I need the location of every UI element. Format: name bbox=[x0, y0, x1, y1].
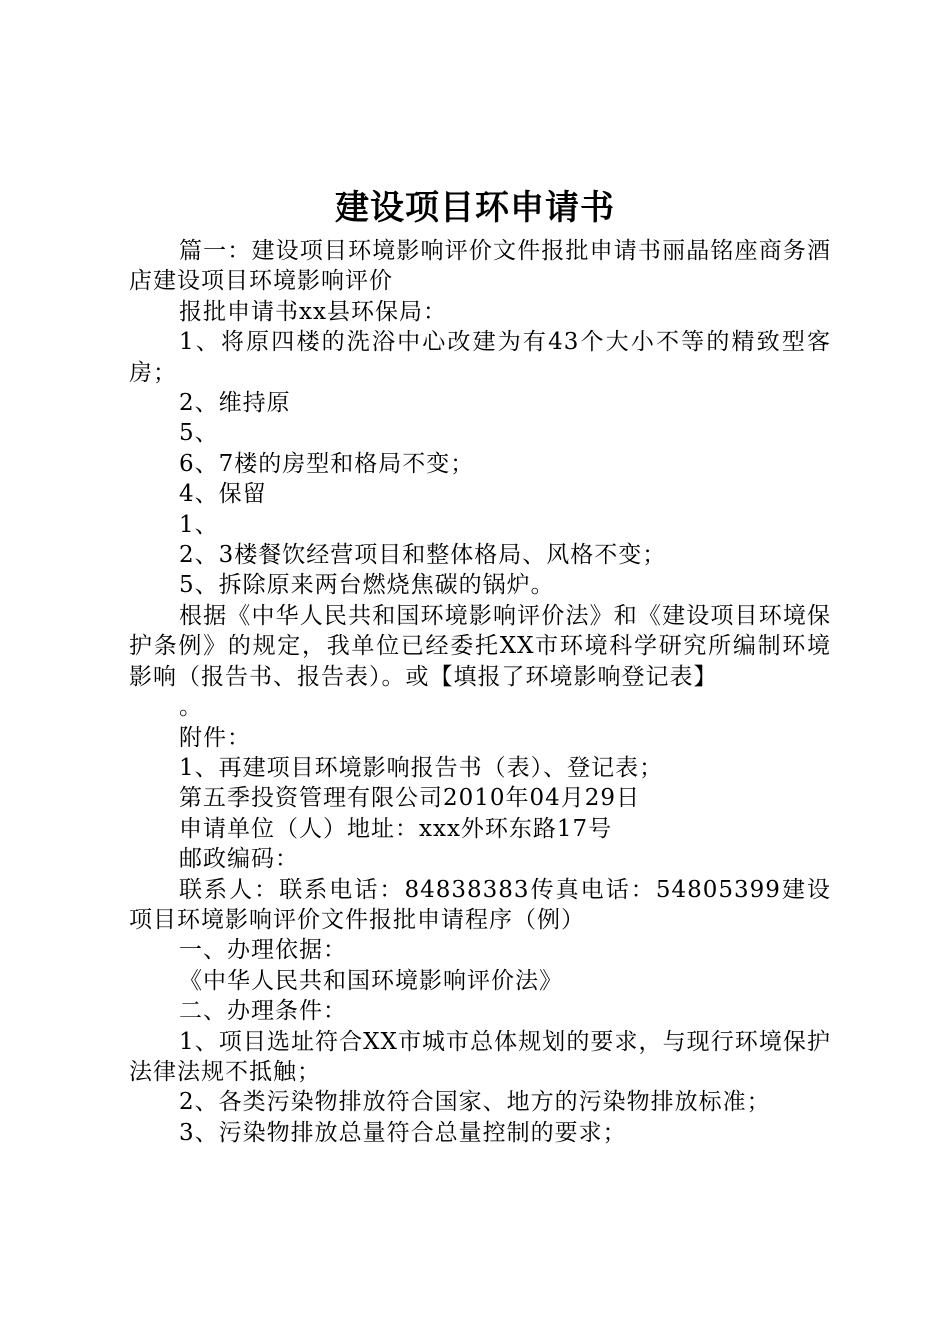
paragraph: 一、办理依据： bbox=[179, 937, 347, 964]
paragraph: 。 bbox=[179, 694, 203, 721]
paragraph: 联系人：联系电话：84838383传真电话：54805399建设项目环境影响评价文件报批申请程序（例） bbox=[129, 876, 831, 933]
paragraph: 根据《中华人民共和国环境影响评价法》和《建设项目环境保护条例》的规定，我单位已经委托XX市环境科学研究所编制环境影响（报告书、报告表）。或【填报了环境影响登记表】 bbox=[129, 602, 831, 690]
paragraph: 2、各类污染物排放符合国家、地方的污染物排放标准； bbox=[179, 1089, 771, 1116]
paragraph: 2、维持原 bbox=[179, 390, 291, 417]
paragraph: 1、项目选址符合XX市城市总体规划的要求，与现行环境保护法律法规不抵触； bbox=[129, 1028, 831, 1085]
document-title: 建设项目环申请书 bbox=[335, 188, 615, 228]
paragraph: 第五季投资管理有限公司2010年04月29日 bbox=[179, 785, 641, 812]
paragraph: 申请单位（人）地址：xxx外环东路17号 bbox=[179, 815, 613, 842]
paragraph: 篇一：建设项目环境影响评价文件报批申请书丽晶铭座商务酒店建设项目环境影响评价 bbox=[129, 238, 831, 295]
paragraph: 《中华人民共和国环境影响评价法》 bbox=[179, 967, 563, 994]
paragraph: 2、3楼餐饮经营项目和整体格局、风格不变； bbox=[179, 542, 667, 569]
paragraph: 邮政编码： bbox=[179, 846, 299, 873]
paragraph: 4、保留 bbox=[179, 481, 267, 508]
paragraph: 报批申请书xx县环保局： bbox=[179, 298, 447, 325]
paragraph: 5、拆除原来两台燃烧焦碳的锅炉。 bbox=[179, 572, 555, 599]
paragraph: 二、办理条件： bbox=[179, 998, 347, 1025]
paragraph: 1、 bbox=[179, 511, 219, 538]
paragraph: 5、 bbox=[179, 420, 219, 447]
document-body bbox=[129, 236, 831, 1148]
paragraph: 3、污染物排放总量符合总量控制的要求； bbox=[179, 1119, 627, 1146]
paragraph: 附件： bbox=[179, 724, 251, 751]
paragraph: 1、将原四楼的洗浴中心改建为有43个大小不等的精致型客房； bbox=[129, 329, 831, 386]
paragraph: 1、再建项目环境影响报告书（表）、登记表； bbox=[179, 754, 664, 781]
paragraph: 6、7楼的房型和格局不变； bbox=[179, 450, 475, 477]
